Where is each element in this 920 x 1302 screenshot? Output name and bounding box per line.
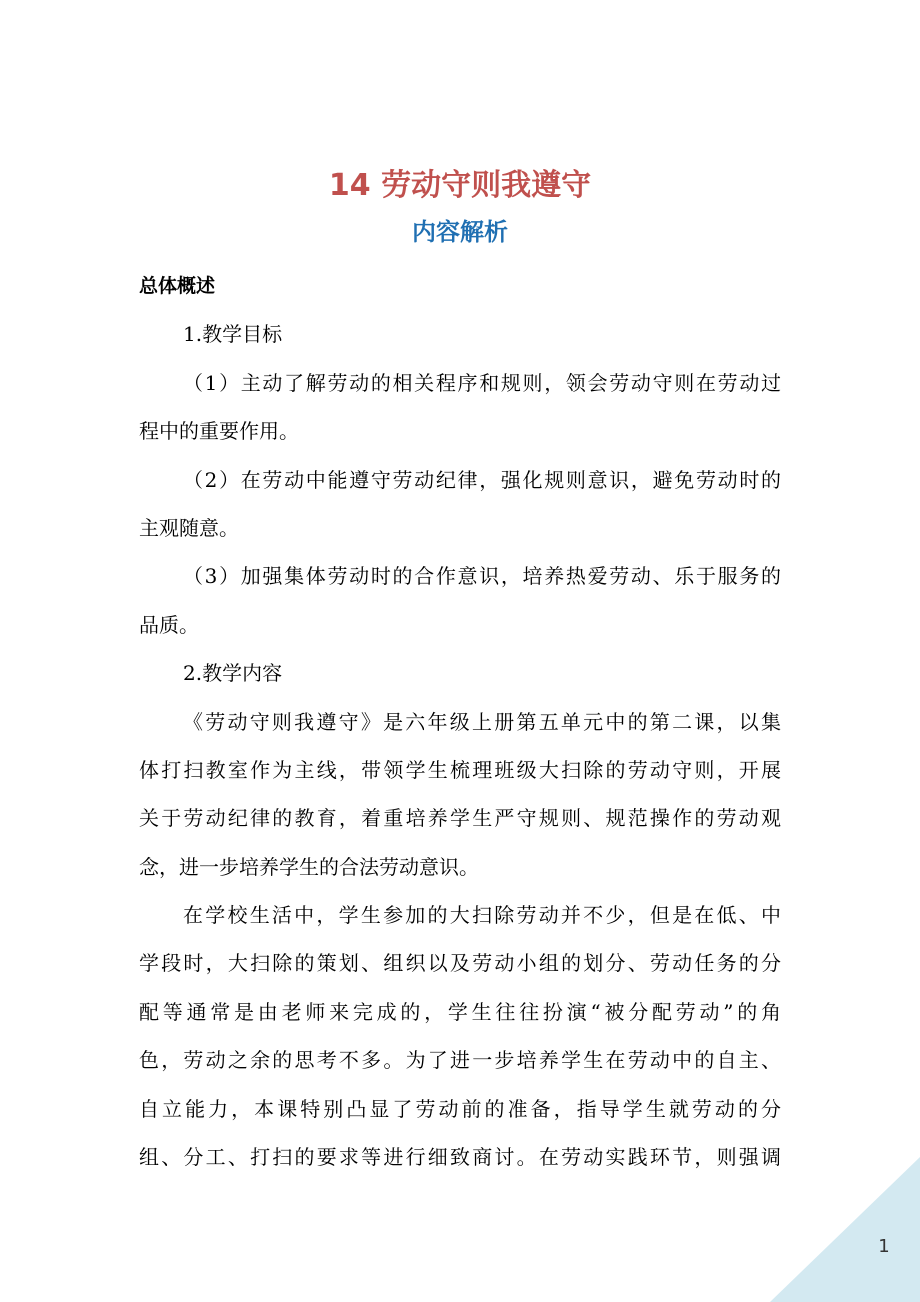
body-line: （2）在劳动中能遵守劳动纪律，强化规则意识，避免劳动时的 [183,467,781,492]
body-line: 在学校生活中，学生参加的大扫除劳动并不少，但是在低、中 [183,903,781,928]
body-line: 色，劳动之余的思考不多。为了进一步培养学生在劳动中的自主、 [139,1048,781,1073]
body-line: 2.教学内容 [183,661,283,686]
body-line: （1）主动了解劳动的相关程序和规则，领会劳动守则在劳动过 [183,370,781,395]
body-line: 主观随意。 [139,515,239,540]
body-line: 自立能力，本课特别凸显了劳动前的准备，指导学生就劳动的分 [139,1096,781,1121]
document-subtitle: 内容解析 [412,218,508,246]
document-body [139,262,781,1181]
corner-decoration [770,1157,920,1302]
body-line: （3）加强集体劳动时的合作意识，培养热爱劳动、乐于服务的 [183,564,781,589]
body-line: 程中的重要作用。 [139,419,299,444]
body-line: 关于劳动纪律的教育，着重培养学生严守规则、规范操作的劳动观 [139,806,781,831]
page-number: 1 [878,1236,890,1257]
body-line: 配等通常是由老师来完成的，学生往往扮演“被分配劳动”的角 [139,999,781,1024]
body-line: 品质。 [139,612,199,637]
corner-triangle [770,1157,920,1302]
body-line: 念，进一步培养学生的合法劳动意识。 [139,854,479,879]
section-heading: 总体概述 [139,275,216,297]
body-line: 学段时，大扫除的策划、组织以及劳动小组的划分、劳动任务的分 [139,951,781,976]
body-line: 《劳动守则我遵守》是六年级上册第五单元中的第二课，以集 [183,709,781,734]
body-line: 体打扫教室作为主线，带领学生梳理班级大扫除的劳动守则，开展 [139,757,781,782]
body-line: 组、分工、打扫的要求等进行细致商讨。在劳动实践环节，则强调 [139,1145,781,1170]
document-title: 14 劳动守则我遵守 [328,168,592,203]
body-line: 1.教学目标 [183,322,283,347]
